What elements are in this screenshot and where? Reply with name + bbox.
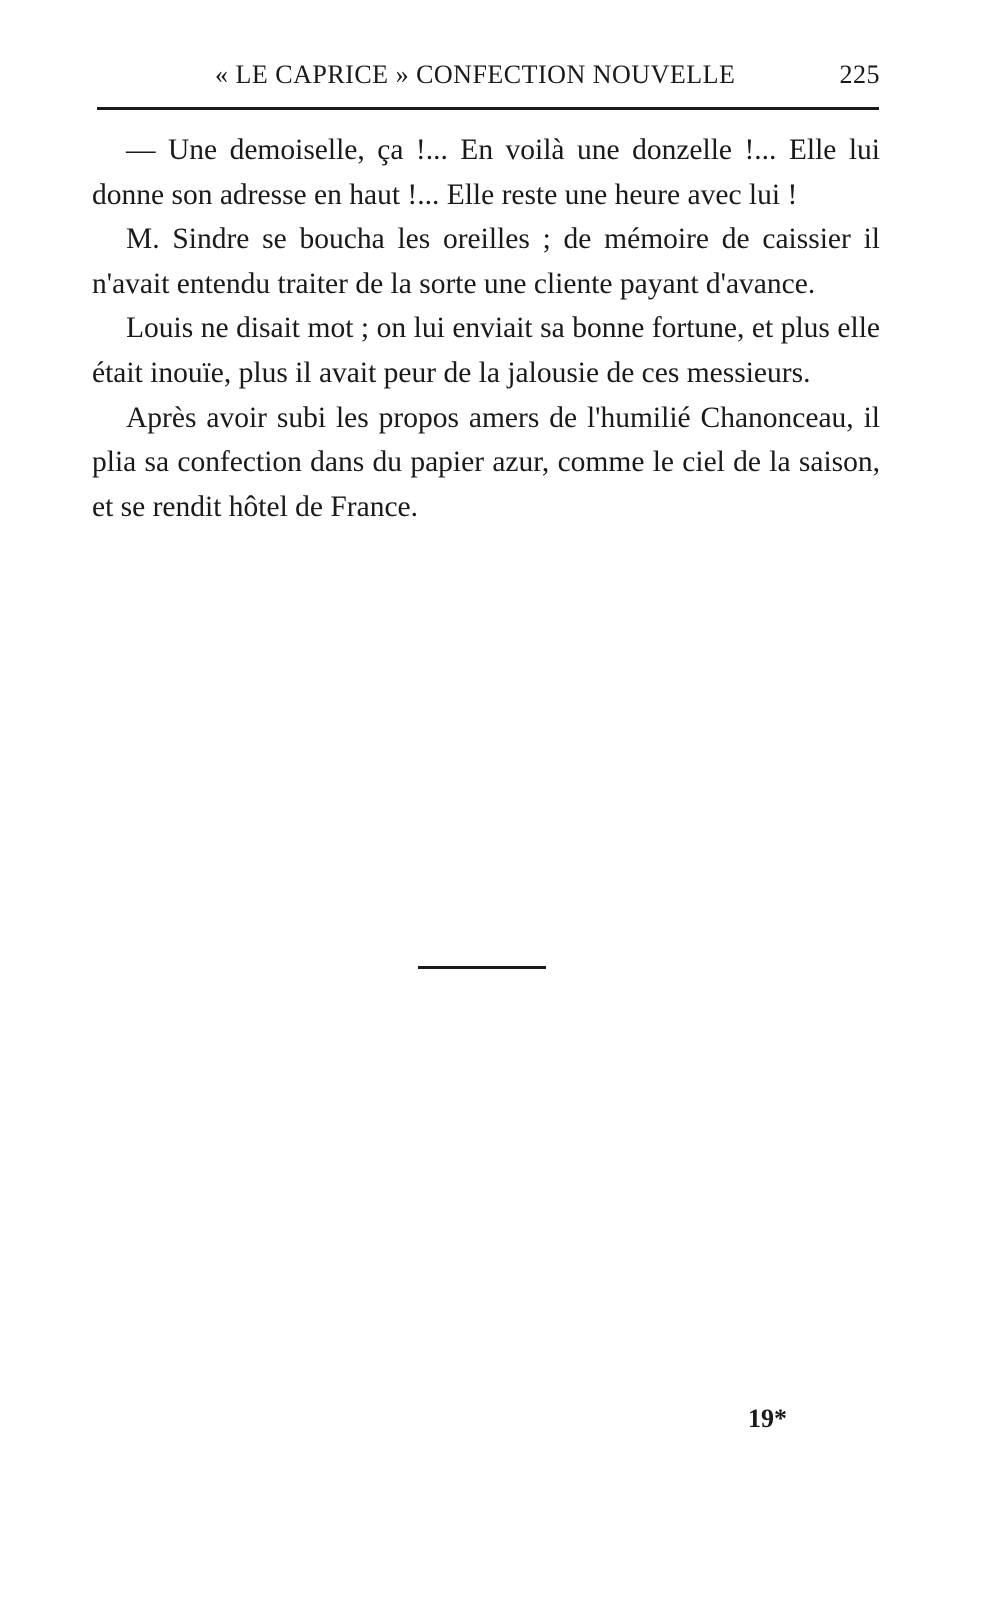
paragraph: Louis ne disait mot ; on lui enviait sa bonne fortune, et plus elle était inouïe, plus il avait peur de la jalousie de ces messieurs. <box>92 312 880 389</box>
page-number: 225 <box>839 60 880 89</box>
header-rule <box>97 107 879 110</box>
paragraph: Après avoir subi les propos amers de l'humilié Chanonceau, il plia sa confection dans du papier azur, comme le ciel de la saison, et se rendit hôtel de France. <box>92 401 880 523</box>
chapter-end-rule <box>418 966 546 969</box>
signature-mark: 19* <box>748 1404 787 1433</box>
paragraph: M. Sindre se boucha les oreilles ; de mémoire de caissier il n'avait entendu traiter de la sorte une cliente payant d'avance. <box>92 223 880 300</box>
running-head <box>95 60 880 100</box>
body-text <box>92 128 880 529</box>
paragraph: — Une demoiselle, ça !... En voilà une donzelle !... Elle lui donne son adresse en haut !... Elle reste une heure avec lui ! <box>92 134 880 211</box>
running-title: « LE CAPRICE » CONFECTION NOUVELLE <box>215 60 736 89</box>
